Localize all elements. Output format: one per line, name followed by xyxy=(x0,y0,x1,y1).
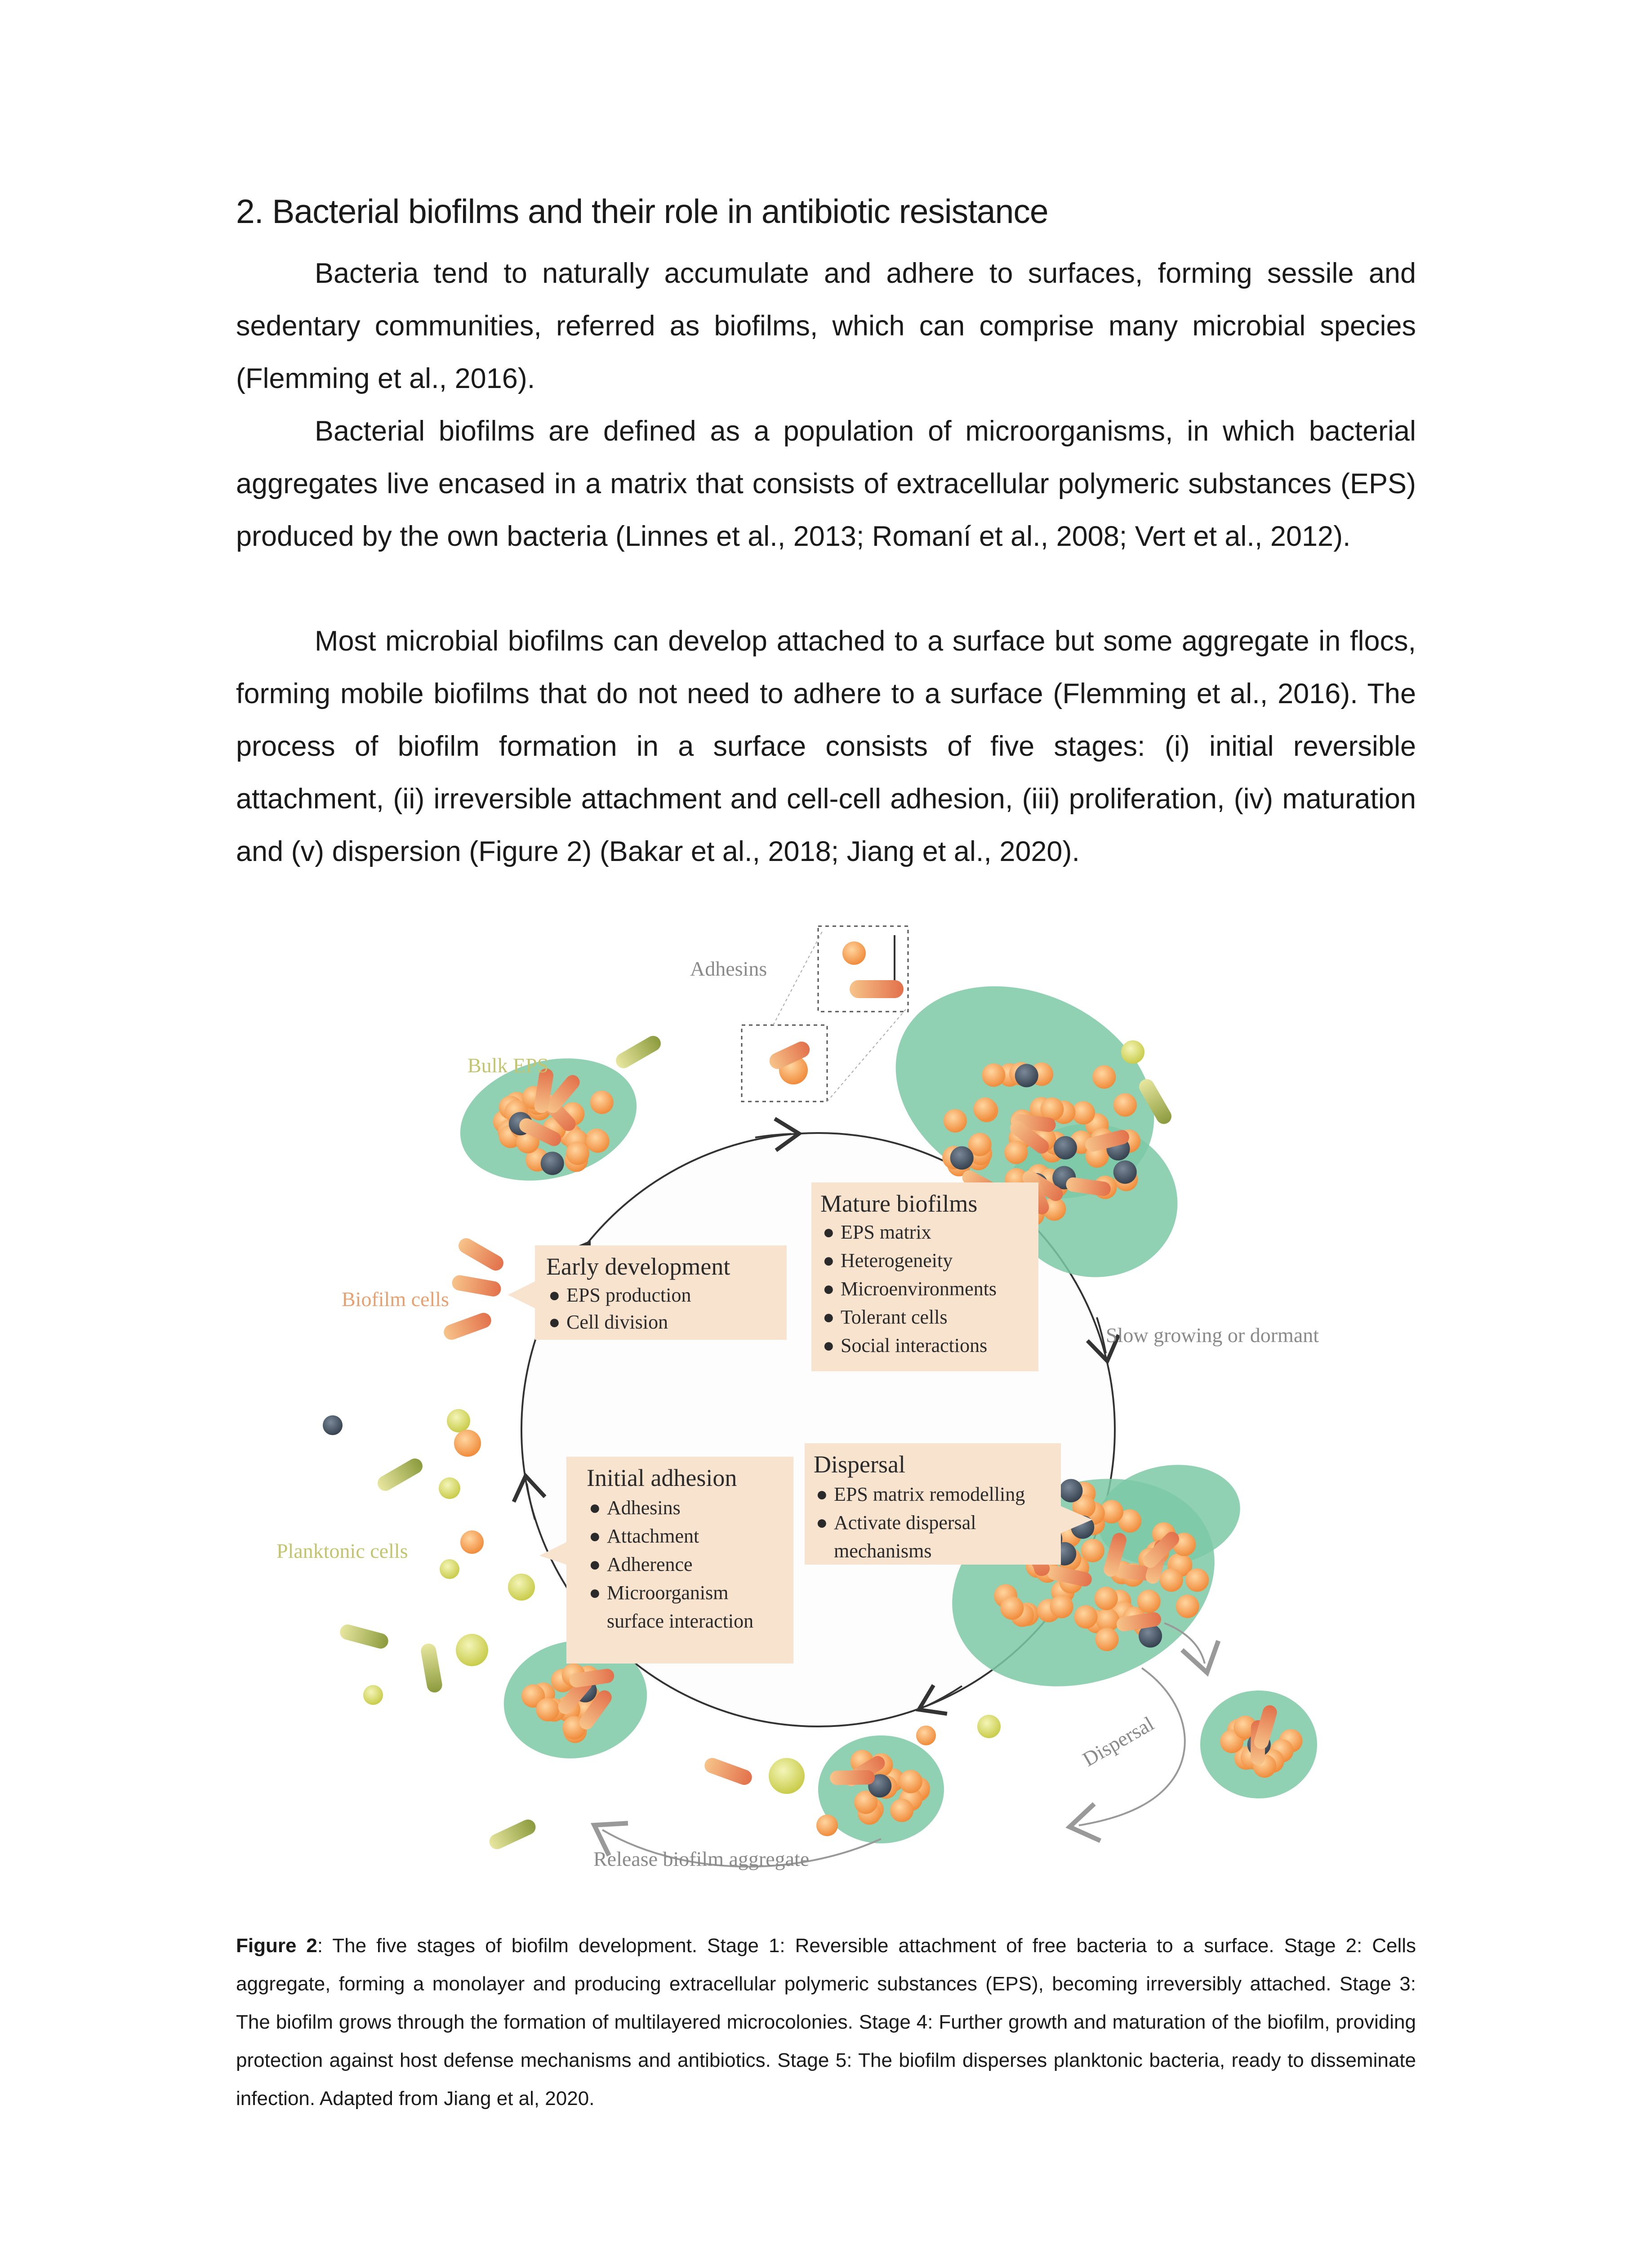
label-biofilm-cells: Biofilm cells xyxy=(342,1288,449,1311)
planktonic-sphere xyxy=(769,1758,805,1794)
mature-cluster-cell xyxy=(974,1097,997,1121)
biofilm-cell-rod xyxy=(456,1236,506,1273)
biofilm-cell-rod xyxy=(451,1274,502,1298)
release-cluster-cell xyxy=(890,1799,913,1822)
planktonic-rod xyxy=(420,1642,444,1694)
dispersal-cluster-cell xyxy=(1000,1597,1024,1620)
mature-bullet-5: ● xyxy=(823,1334,835,1356)
dispersal-cluster-cell xyxy=(1095,1587,1118,1610)
dispersal-cluster-dormant-cell xyxy=(1059,1479,1082,1503)
released-cell xyxy=(816,1815,838,1836)
early-item-bullet-1: ● xyxy=(548,1284,561,1306)
early-cluster-cell xyxy=(566,1142,589,1165)
mature-item-2: Heterogeneity xyxy=(841,1249,953,1271)
dispersal-cluster-cell xyxy=(1185,1568,1209,1592)
box-early-development xyxy=(508,1245,787,1340)
label-slow-growing: Slow growing or dormant xyxy=(1106,1324,1319,1347)
caption-text: : The five stages of biofilm development. Stage 1: Reversible attachment of free bacteria to a surface. Stage 2: Cells aggregate, forming a monolayer and producing extracellular polymeric substances (EPS), becoming irreversibly attached. Stage 3: The biofilm grows through the formation of multilayered microcolonies. Stage 4: Further growth and maturation of the biofilm, providing protection against host defense mechanisms and antibiotics. Stage 5: The biofilm disperses planktonic bacteria, ready to disseminate infection. Adapted from Jiang et al, 2020. xyxy=(236,1935,1416,2110)
mature-cluster-dormant-cell xyxy=(1113,1160,1137,1184)
mature-bullet-1: ● xyxy=(823,1221,835,1243)
release-cluster-cell xyxy=(899,1770,922,1793)
dispersal-cluster-cell xyxy=(1176,1595,1199,1618)
mature-bullet-4: ● xyxy=(823,1306,835,1328)
initial-bullet-1: ● xyxy=(589,1497,601,1519)
planktonic-sphere xyxy=(456,1634,488,1666)
released-cell xyxy=(916,1726,936,1745)
mature-title: Mature biofilms xyxy=(820,1190,978,1217)
box-initial-adhesion xyxy=(539,1457,793,1664)
initial-bullet-2: ● xyxy=(589,1525,601,1547)
initial-item-3: Adherence xyxy=(607,1553,693,1575)
dispersal-title: Dispersal xyxy=(814,1451,905,1478)
dispersal-cluster-cell xyxy=(1050,1595,1073,1618)
planktonic-sphere xyxy=(439,1477,460,1499)
mature-cluster-cell xyxy=(944,1109,967,1133)
release-cluster-rod xyxy=(830,1770,875,1785)
dispersal-cluster-cell xyxy=(1160,1568,1183,1592)
mature-item-3: Microenvironments xyxy=(841,1278,997,1300)
biofilm-cycle-figure xyxy=(252,922,1394,1875)
planktonic-sphere xyxy=(447,1409,470,1432)
dispersal-bullet-1: ● xyxy=(816,1483,828,1505)
early-cluster-cell xyxy=(586,1129,610,1153)
mature-cluster-dormant-cell xyxy=(950,1146,974,1169)
mature-bullet-2: ● xyxy=(823,1249,835,1271)
initial-bullet-4: ● xyxy=(589,1582,601,1604)
mature-cluster-cell xyxy=(1092,1065,1116,1088)
early-title: Early development xyxy=(546,1253,730,1280)
biofilm-cycle-diagram xyxy=(252,922,1394,1875)
dispersal-cluster-cell xyxy=(1074,1605,1098,1628)
label-release-aggregate: Release biofilm aggregate xyxy=(593,1847,810,1870)
mature-cluster-cell xyxy=(982,1063,1005,1087)
box-mature-biofilms xyxy=(811,1182,1038,1371)
initial-cluster-cell xyxy=(536,1698,559,1722)
mature-bullet-3: ● xyxy=(823,1278,835,1300)
initial-title: Initial adhesion xyxy=(587,1464,737,1491)
planktonic-sphere xyxy=(1121,1040,1144,1064)
planktonic-sphere xyxy=(363,1685,383,1705)
adhesin-inset xyxy=(742,926,908,1102)
caption-label: Figure 2 xyxy=(236,1935,317,1957)
dispersal-item-3: mechanisms xyxy=(834,1540,932,1562)
box-dispersal xyxy=(805,1443,1092,1565)
planktonic-sphere xyxy=(977,1715,1001,1738)
mature-cluster-dormant-cell xyxy=(1015,1064,1038,1087)
initial-item-2: Attachment xyxy=(607,1525,699,1547)
early-item-1: EPS production xyxy=(566,1284,691,1306)
planktonic-cell xyxy=(460,1530,484,1554)
planktonic-sphere xyxy=(440,1559,459,1579)
dispersal-item-1: EPS matrix remodelling xyxy=(834,1483,1025,1505)
figure-caption xyxy=(236,1927,1416,2118)
mature-cluster-cell xyxy=(1113,1093,1137,1117)
initial-item-5: surface interaction xyxy=(607,1610,754,1632)
planktonic-sphere xyxy=(508,1574,535,1601)
label-dispersal-arrow: Dispersal xyxy=(1078,1712,1158,1771)
mature-item-4: Tolerant cells xyxy=(841,1306,948,1328)
label-bulk-eps: Bulk EPS xyxy=(468,1054,549,1077)
planktonic-cell xyxy=(454,1430,481,1457)
paragraph-3: Most microbial biofilms can develop attached to a surface but some aggregate in flocs, forming mobile biofilms that do not need to adhere to a surface (Flemming et al., 2016). The process of biofilm formation in a surface consists of five stages: (i) initial reversible attachment, (ii) irreversible attachment and cell-cell adhesion, (iii) proliferation, (iv) maturation and (v) dispersion (Figure 2) (Bakar et al., 2018; Jiang et al., 2020). xyxy=(236,625,1416,867)
mature-item-5: Social interactions xyxy=(841,1334,988,1356)
paragraph-2: Bacterial biofilms are defined as a population of microorganisms, in which bacterial aggregates live encased in a matrix that consists of extracellular polymeric substances (EPS) produced by the own bacteria (Linnes et al., 2013; Romaní et al., 2008; Vert et al., 2012). xyxy=(236,415,1416,552)
early-cluster-dormant-cell xyxy=(541,1152,564,1175)
initial-bullet-3: ● xyxy=(589,1553,601,1575)
initial-item-1: Adhesins xyxy=(607,1497,681,1519)
planktonic-dark-sphere xyxy=(323,1415,343,1435)
early-item-2: Cell division xyxy=(566,1311,668,1333)
planktonic-rod xyxy=(613,1033,663,1071)
initial-item-4: Microorganism xyxy=(607,1582,729,1604)
mature-item-1: EPS matrix xyxy=(841,1221,931,1243)
paragraph-1: Bacteria tend to naturally accumulate and adhere to surfaces, forming sessile and sedentary communities, referred as biofilms, which can comprise many microbial species (Flemming et al., 2016). xyxy=(236,258,1416,394)
early-cluster-cell xyxy=(590,1091,614,1114)
dispersal-cluster-cell xyxy=(1095,1628,1119,1651)
dispersal-item-2: Activate dispersal xyxy=(834,1512,976,1534)
dispersal-bullet-2: ● xyxy=(816,1512,828,1534)
section-heading: 2. Bacterial biofilms and their role in antibiotic resistance xyxy=(236,192,1048,230)
early-item-bullet-2: ● xyxy=(548,1311,561,1333)
released-rod xyxy=(703,1756,754,1787)
planktonic-rod xyxy=(487,1817,538,1851)
label-planktonic-cells: Planktonic cells xyxy=(276,1539,408,1562)
dispersal-cluster-cell xyxy=(1137,1590,1161,1613)
biofilm-cell-rod xyxy=(442,1311,494,1342)
label-adhesins: Adhesins xyxy=(690,957,767,980)
planktonic-rod xyxy=(338,1623,390,1650)
planktonic-rod xyxy=(375,1456,425,1494)
mature-cluster-dormant-cell xyxy=(1054,1136,1077,1160)
mature-cluster-cell xyxy=(1004,1141,1028,1164)
